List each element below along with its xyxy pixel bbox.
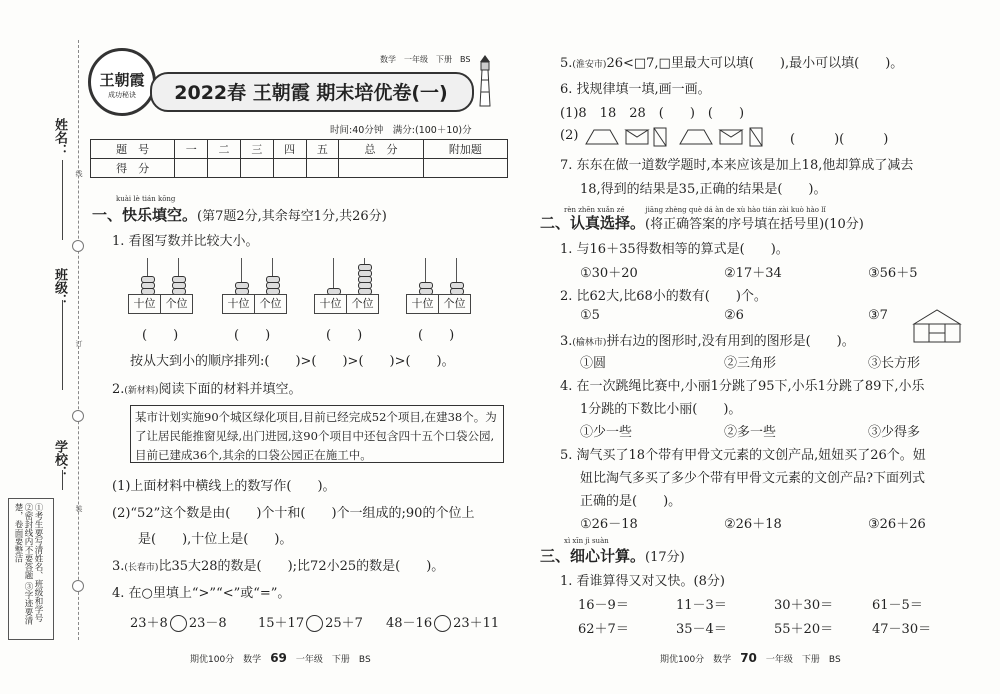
choice-1: 1. 与16＋35得数相等的算式是( )。 xyxy=(560,242,789,257)
score-cell[interactable] xyxy=(306,159,339,178)
compare-item: 23＋8 23－8 xyxy=(130,616,227,631)
calc-item[interactable]: 16－9＝ xyxy=(578,598,629,613)
question-4: 4. 在○里填上“>”“<”或“=”。 xyxy=(112,586,291,601)
option[interactable]: ②26＋18 xyxy=(724,517,782,532)
score-head: 附加题 xyxy=(423,140,507,159)
place-value-box: 十位 个位 xyxy=(406,294,471,314)
option[interactable]: ③56＋5 xyxy=(868,266,918,281)
calc-item[interactable]: 47－30＝ xyxy=(872,622,932,637)
question-2-part-2: (2)“52”这个数是由( )个十和( )个一组成的;90的个位上 xyxy=(112,506,475,521)
question-2-part-2-cont: 是( ),十位上是( )。 xyxy=(138,532,293,547)
compare-item: 15＋17 25＋7 xyxy=(258,616,363,631)
pattern-answer[interactable]: ( )( ) xyxy=(790,132,889,147)
option[interactable]: ③少得多 xyxy=(868,425,921,440)
score-cell[interactable] xyxy=(339,159,423,178)
compare-circle[interactable] xyxy=(306,615,323,632)
score-head: 四 xyxy=(273,140,306,159)
class-field[interactable] xyxy=(62,300,63,390)
publisher-logo: 王朝霞 成功秘诀 xyxy=(88,48,156,116)
question-5: 5.(淮安市)26<□7,□里最大可以填( ),最小可以填( )。 xyxy=(560,56,904,71)
lighthouse-icon xyxy=(470,52,500,108)
question-6-part-2: (2) xyxy=(560,128,579,143)
score-cell[interactable] xyxy=(208,159,241,178)
name-field[interactable] xyxy=(62,160,63,240)
reading-passage: 某市计划实施90个城区绿化项目,目前已经完成52个项目,在建38个。为了让居民能推窗见绿,出门进园,这90个项目中还包含四十五个口袋公园,目前已建成36个,其余的口袋公园正在施工中。 xyxy=(130,405,504,463)
choice-4-cont: 1分跳的下数比小丽( )。 xyxy=(580,402,742,417)
pinyin: rèn zhēn xuǎn zé jiāng zhèng què dá àn de xù hào tián zài kuò hào lǐ xyxy=(564,206,826,214)
calc-item[interactable]: 61－5＝ xyxy=(872,598,923,613)
section-3-heading: 三、细心计算。(17分) xyxy=(540,547,685,565)
score-head: 二 xyxy=(208,140,241,159)
binding-hole xyxy=(72,410,84,422)
score-head: 五 xyxy=(306,140,339,159)
option[interactable]: ②6 xyxy=(724,308,744,323)
option[interactable]: ①圆 xyxy=(580,356,607,371)
score-head: 一 xyxy=(175,140,208,159)
exam-time: 时间:40分钟 满分:(100＋10)分 xyxy=(330,125,472,136)
option[interactable]: ②三角形 xyxy=(724,356,777,371)
option[interactable]: ①少一些 xyxy=(580,425,633,440)
place-value-box: 十位 个位 xyxy=(128,294,193,314)
question-3: 3.(长春市)比35大28的数是( );比72小25的数是( )。 xyxy=(112,559,445,574)
school-label: 学校： xyxy=(52,440,67,479)
cut-mark: 线 xyxy=(75,170,83,177)
option[interactable]: ③7 xyxy=(868,308,888,323)
answer-blank[interactable]: ( ) xyxy=(234,328,271,343)
compare-circle[interactable] xyxy=(170,615,187,632)
choice-5-cont: 妞比淘气多买了多少个带有甲骨文元素的文创产品?下面列式 xyxy=(580,471,925,486)
section-1-heading: 一、快乐填空。(第7题2分,其余每空1分,共26分) xyxy=(92,206,387,224)
choice-5: 5. 淘气买了18个带有甲骨文元素的文创产品,妞妞买了26个。妞 xyxy=(560,448,926,463)
score-head: 三 xyxy=(240,140,273,159)
choice-5-cont: 正确的是( )。 xyxy=(580,494,682,509)
footer-left: 期优100分 数学 69 一年级 下册 BS xyxy=(190,651,371,665)
option[interactable]: ①30＋20 xyxy=(580,266,638,281)
pattern-shapes xyxy=(584,126,784,148)
option[interactable]: ③长方形 xyxy=(868,356,921,371)
answer-blank[interactable]: ( ) xyxy=(142,328,179,343)
pinyin: xì xīn jì suàn xyxy=(564,537,609,545)
pinyin: kuài lè tián kōng xyxy=(116,195,176,203)
order-line: 按从大到小的顺序排列:( )>( )>( )>( )。 xyxy=(130,354,455,369)
place-value-box: 十位 个位 xyxy=(314,294,379,314)
question-7-cont: 18,得到的结果是35,正确的结果是( )。 xyxy=(580,182,827,197)
exam-notes: ①考生要写清姓名、班级和学号 ②密封线内不要答题 ③字迹要清楚，卷面要整洁 xyxy=(8,498,54,640)
cut-mark: 装 xyxy=(75,505,83,512)
school-field[interactable] xyxy=(62,470,63,490)
option[interactable]: ③26＋26 xyxy=(868,517,926,532)
compare-item: 48－16 23＋11 xyxy=(386,616,500,631)
question-7: 7. 东东在做一道数学题时,本来应该是加上18,他却算成了减去 xyxy=(560,158,914,173)
choice-4: 4. 在一次跳绳比赛中,小丽1分跳了95下,小乐1分跳了89下,小乐 xyxy=(560,379,925,394)
calc-item[interactable]: 35－4＝ xyxy=(676,622,727,637)
score-cell[interactable] xyxy=(175,159,208,178)
cut-mark: 订 xyxy=(75,340,83,347)
option[interactable]: ②多一些 xyxy=(724,425,777,440)
binding-hole xyxy=(72,240,84,252)
calc-1: 1. 看谁算得又对又快。(8分) xyxy=(560,574,725,589)
section-2-heading: 二、认真选择。(将正确答案的序号填在括号里)(10分) xyxy=(540,214,864,232)
name-label: 姓名： xyxy=(52,118,67,157)
class-label: 班级： xyxy=(52,268,67,307)
calc-item[interactable]: 11－3＝ xyxy=(676,598,727,613)
score-table xyxy=(90,139,508,178)
question-2-part-1: (1)上面材料中横线上的数写作( )。 xyxy=(112,479,336,494)
score-cell[interactable] xyxy=(273,159,306,178)
choice-2: 2. 比62大,比68小的数有( )个。 xyxy=(560,289,767,304)
score-cell[interactable] xyxy=(240,159,273,178)
binding-hole xyxy=(72,580,84,592)
answer-blank[interactable]: ( ) xyxy=(418,328,455,343)
option[interactable]: ①26－18 xyxy=(580,517,638,532)
score-row-label: 得 分 xyxy=(91,159,175,178)
question-2: 2.(新材料)阅读下面的材料并填空。 xyxy=(112,382,302,397)
answer-blank[interactable]: ( ) xyxy=(326,328,363,343)
score-head: 题 号 xyxy=(91,140,175,159)
score-cell[interactable] xyxy=(423,159,507,178)
page-title: 2022春 王朝霞 期末培优卷(一) xyxy=(174,82,448,104)
calc-item[interactable]: 30＋30＝ xyxy=(774,598,834,613)
question-1: 1. 看图写数并比较大小。 xyxy=(112,234,259,249)
compare-circle[interactable] xyxy=(434,615,451,632)
calc-item[interactable]: 55＋20＝ xyxy=(774,622,834,637)
calc-item[interactable]: 62＋7＝ xyxy=(578,622,629,637)
option[interactable]: ①5 xyxy=(580,308,600,323)
question-6-part-1: (1)8 18 28 ( ) ( ) xyxy=(560,106,745,121)
book-meta: 数学 一年级 下册 BS xyxy=(380,55,471,64)
score-head: 总 分 xyxy=(339,140,423,159)
place-value-box: 十位 个位 xyxy=(222,294,287,314)
footer-right: 期优100分 数学 70 一年级 下册 BS xyxy=(660,651,841,665)
house-shape-figure xyxy=(912,308,962,344)
choice-3: 3.(榆林市)拼右边的图形时,没有用到的图形是( )。 xyxy=(560,334,855,349)
option[interactable]: ②17＋34 xyxy=(724,266,782,281)
question-6: 6. 找规律填一填,画一画。 xyxy=(560,82,711,97)
